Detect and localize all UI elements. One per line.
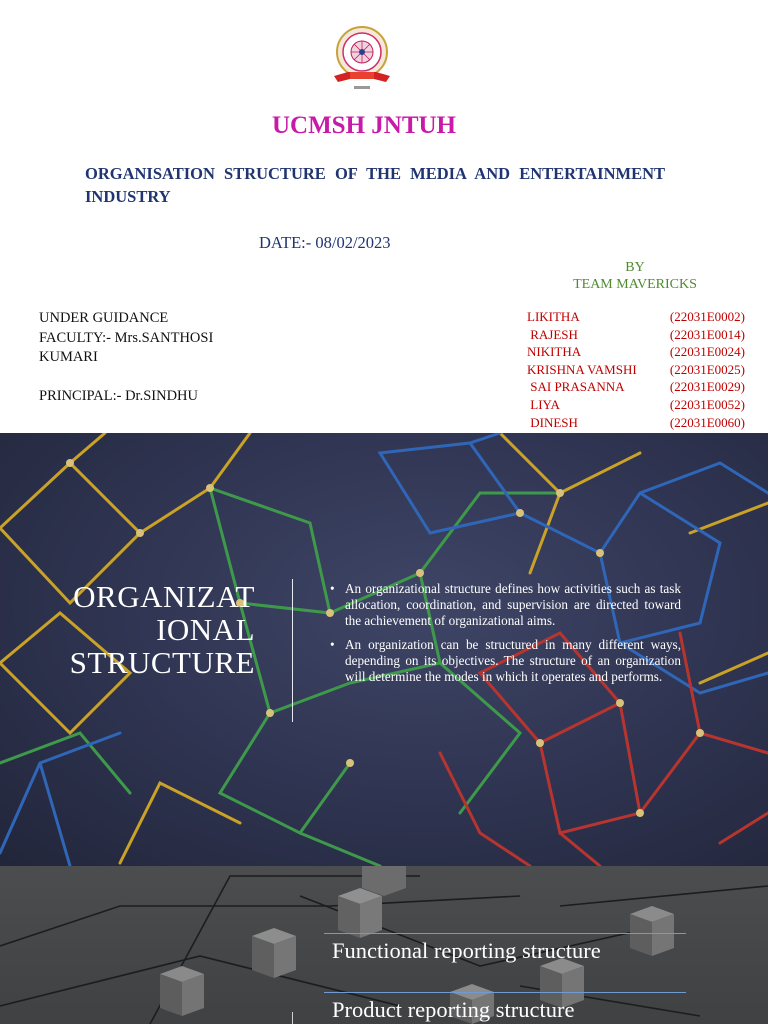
bullet-item [330, 637, 681, 684]
member-row [527, 308, 749, 326]
member-name: NIKITHA [527, 344, 582, 360]
organizational-structure-slide [0, 433, 768, 866]
bullet-text: An organization can be structured in many different ways, depending on its objectives. The structure of an organization will determine the modes in which it operates and performs. [345, 637, 681, 684]
item-separator [324, 992, 686, 993]
bullet-list [330, 581, 681, 694]
guidance-heading: UNDER GUIDANCE [39, 310, 169, 326]
member-id: (22031E0052) [669, 396, 745, 412]
member-name: SAI PRASANNA [527, 379, 625, 395]
title-slide [0, 0, 768, 433]
vertical-divider [292, 1012, 293, 1024]
reporting-structure-item: Product reporting structure [332, 997, 575, 1022]
slide-title-line: IONAL [156, 612, 255, 647]
team-name: TEAM MAVERICKS [573, 277, 697, 292]
bullet-icon: • [330, 581, 335, 596]
presentation-title: ORGANISATION STRUCTURE OF THE MEDIA AND ENTERTAINMENT INDUSTRY [85, 164, 665, 206]
reporting-structure-item: Functional reporting structure [332, 938, 601, 963]
slide-title [40, 580, 255, 679]
reporting-structure-slide [0, 866, 768, 1024]
vertical-divider [292, 579, 293, 722]
university-name: UCMSH JNTUH [271, 112, 457, 139]
item-separator [324, 933, 686, 934]
team-member-list [527, 308, 749, 431]
member-row [527, 414, 749, 432]
faculty-name-continued: KUMARI [39, 349, 98, 365]
bullet-icon: • [330, 637, 335, 653]
member-id: (22031E0002) [669, 309, 745, 324]
member-id: (22031E0024) [669, 344, 745, 360]
member-name: RAJESH [527, 326, 578, 342]
member-name: KRISHNA VAMSHI [527, 361, 637, 377]
principal-name: PRINCIPAL:- Dr.SINDHU [39, 387, 198, 404]
slide-title-line: ORGANIZAT [73, 579, 255, 614]
by-label: BY [625, 260, 645, 275]
team-credit [570, 259, 700, 293]
member-name: LIKITHA [527, 309, 580, 324]
member-row [527, 343, 749, 361]
member-row [527, 361, 749, 379]
member-row [527, 378, 749, 396]
slide-title-line: STRUCTURE [69, 645, 255, 680]
faculty-name: FACULTY:- Mrs.SANTHOSI [39, 329, 214, 346]
member-id: (22031E0025) [669, 361, 745, 377]
member-name: LIYA [527, 396, 560, 412]
bullet-item [330, 581, 681, 628]
presentation-date: DATE:- 08/02/2023 [259, 233, 391, 252]
bullet-text: An organizational structure defines how activities such as task allocation, coordination, and supervision are directed toward the achievement of organizational aims. [345, 581, 681, 628]
member-row [527, 396, 749, 414]
member-row [527, 326, 749, 344]
member-id: (22031E0060) [669, 414, 745, 430]
member-id: (22031E0029) [669, 379, 745, 395]
member-id: (22031E0014) [669, 326, 745, 342]
member-name: DINESH [527, 414, 578, 430]
guidance-block [39, 309, 213, 406]
university-logo [326, 22, 398, 96]
